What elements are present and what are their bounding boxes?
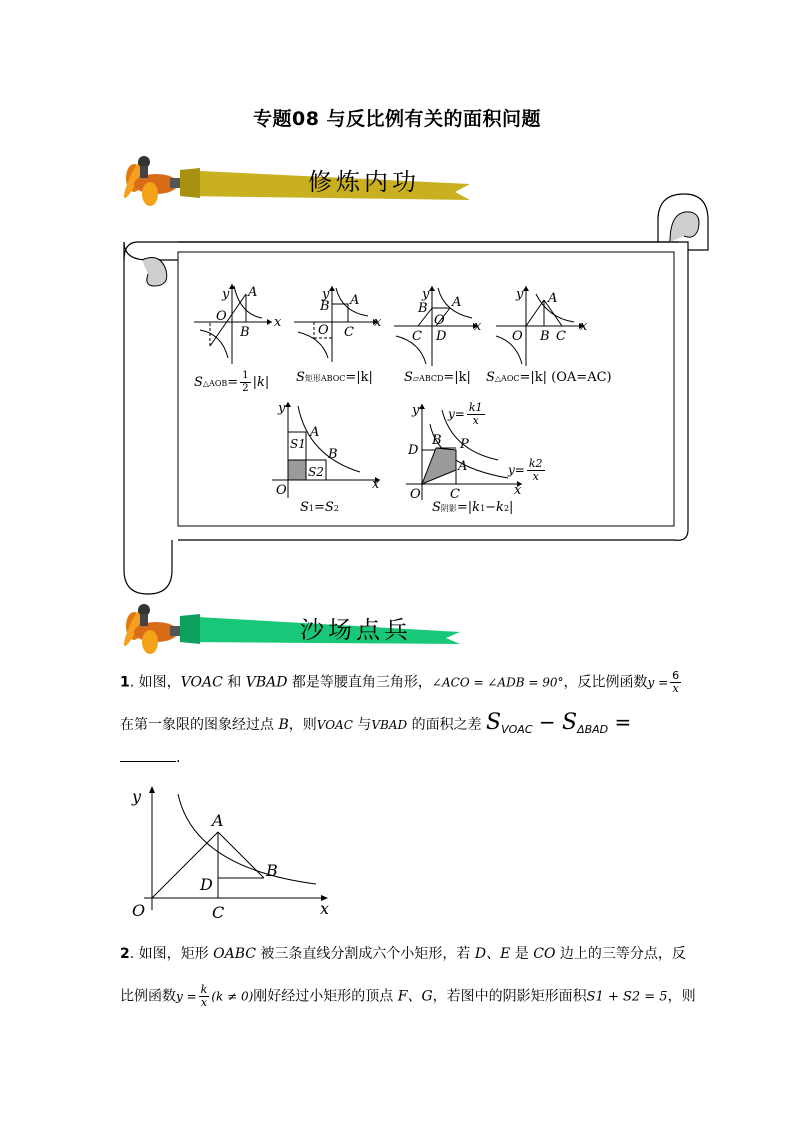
svg-text:y: y <box>222 287 230 302</box>
svg-text:B: B <box>432 433 442 448</box>
svg-text:A: A <box>458 459 468 474</box>
banner-1-label: 修炼内功 <box>308 168 420 196</box>
svg-text:C: C <box>450 487 460 502</box>
svg-text:D: D <box>408 443 419 458</box>
svg-text:y: y <box>422 287 430 302</box>
svg-text:O: O <box>132 901 146 920</box>
svg-text:x: x <box>372 477 380 492</box>
airplane-icon <box>121 604 182 654</box>
svg-text:B: B <box>240 325 250 340</box>
banner-2-label: 沙场点兵 <box>300 616 412 644</box>
svg-text:B: B <box>266 861 278 880</box>
diagram-4 <box>490 282 590 368</box>
caption-4: S△AOC=|k| (OA=AC) <box>486 370 612 385</box>
curve2-label: y= $\frac{k2}{x}$ <box>508 457 543 483</box>
svg-text:O: O <box>512 329 523 344</box>
svg-text:B: B <box>540 329 550 344</box>
svg-text:A: A <box>248 285 258 300</box>
svg-text:x: x <box>474 319 482 334</box>
diagram-3 <box>388 282 488 368</box>
svg-text:O: O <box>434 313 445 328</box>
svg-text:A: A <box>548 291 558 306</box>
caption-1: S△AOB= $\frac{1}{2}$ |k| <box>194 370 270 394</box>
svg-text:A: A <box>212 811 224 830</box>
diagram-2 <box>288 282 388 368</box>
svg-text:P: P <box>460 437 469 452</box>
caption-6: S阴影=|k1−k2| <box>432 500 514 515</box>
svg-text:O: O <box>318 323 329 338</box>
svg-text:C: C <box>412 329 422 344</box>
problem-1-line-2: 在第一象限的图象经过点 B，则VOAC 与VBAD 的面积之差 $S_{VOAC} - S_{\Delta BAD}$ = <box>120 710 632 736</box>
svg-text:O: O <box>276 483 287 498</box>
svg-text:S2: S2 <box>308 465 324 479</box>
svg-text:B: B <box>328 447 338 462</box>
svg-text:D: D <box>436 329 447 344</box>
diagram-1 <box>188 278 288 368</box>
answer-blank[interactable] <box>120 749 176 762</box>
svg-text:x: x <box>374 315 382 330</box>
caption-2: S矩形ABOC=|k| <box>296 370 373 385</box>
svg-text:B: B <box>320 299 330 314</box>
svg-text:x: x <box>514 483 522 498</box>
caption-5: S1=S2 <box>300 500 339 515</box>
svg-text:y: y <box>516 287 524 302</box>
problem-1-figure <box>124 782 336 922</box>
svg-text:x: x <box>580 319 588 334</box>
svg-text:x: x <box>320 899 330 918</box>
page-title: 专题08 与反比例有关的面积问题 <box>252 108 542 130</box>
svg-text:A: A <box>310 425 320 440</box>
problem-2-line-2: 比例函数y = $\frac{k}{x}$ (k ≠ 0)刚好经过小矩形的顶点 F、G，若图中的阴影矩形面积S1 + S2 = 5，则 <box>120 983 696 1009</box>
svg-text:y: y <box>412 403 420 418</box>
svg-text:x: x <box>274 315 282 330</box>
problem-1-answer: . <box>120 748 180 768</box>
svg-text:O: O <box>410 487 421 502</box>
svg-text:y: y <box>132 787 142 806</box>
svg-text:A: A <box>452 295 462 310</box>
curve1-label: y= $\frac{k1}{x}$ <box>448 401 483 427</box>
svg-text:S1: S1 <box>290 437 306 451</box>
svg-text:y: y <box>322 287 330 302</box>
svg-text:A: A <box>350 293 360 308</box>
diagram-5 <box>268 396 388 504</box>
svg-text:C: C <box>556 329 566 344</box>
svg-text:D: D <box>200 875 213 894</box>
problem-2-line-1: 2. 如图，矩形 OABC 被三条直线分割成六个小矩形，若 D、E 是 CO 边上的三等分点，反 <box>120 946 686 962</box>
svg-text:y: y <box>278 401 286 416</box>
caption-3: S▱ABCD=|k| <box>404 370 471 385</box>
svg-text:B: B <box>418 301 428 316</box>
banner-2 <box>110 596 470 660</box>
svg-text:C: C <box>212 903 225 922</box>
svg-text:C: C <box>344 325 354 340</box>
problem-1-line-1: 1. 如图，VOAC 和 VBAD 都是等腰直角三角形，∠ACO = ∠ADB = 90°，反比例函数y = $\frac{6}{x}$ <box>120 669 680 695</box>
svg-text:O: O <box>216 309 227 324</box>
